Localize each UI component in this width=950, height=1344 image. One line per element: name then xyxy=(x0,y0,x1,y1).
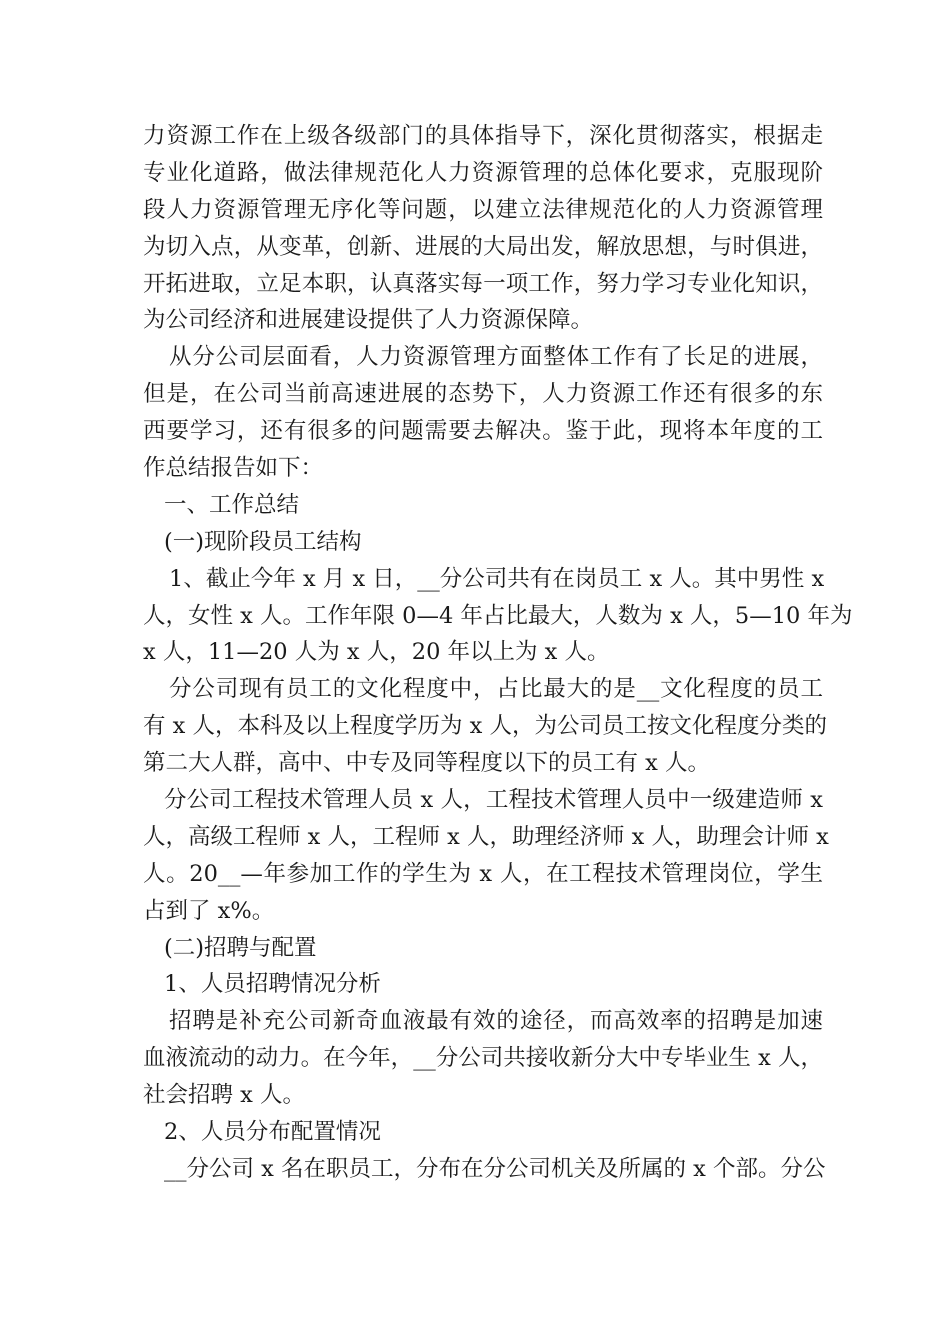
paragraph-line: 分公司工程技术管理人员 x 人，工程技术管理人员中一级建造师 x xyxy=(164,787,823,814)
paragraph-line: 开拓进取，立足本职，认真落实每一项工作，努力学习专业化知识， xyxy=(143,270,823,297)
subsection-heading: 2、人员分布配置情况 xyxy=(164,1119,381,1146)
paragraph-line: 专业化道路，做法律规范化人力资源管理的总体化要求，克服现阶 xyxy=(143,159,823,186)
subsection-heading: (二)招聘与配置 xyxy=(164,934,317,961)
paragraph-line: 血液流动的动力。在今年，__分公司共接收新分大中专毕业生 x 人， xyxy=(143,1045,823,1072)
paragraph-line: 有 x 人，本科及以上程度学历为 x 人，为公司员工按文化程度分类的 xyxy=(143,713,827,740)
paragraph-line: 西要学习，还有很多的问题需要去解决。鉴于此，现将本年度的工 xyxy=(143,418,823,445)
paragraph-line: 段人力资源管理无序化等问题，以建立法律规范化的人力资源管理 xyxy=(143,196,823,223)
paragraph-line: 从分公司层面看，人力资源管理方面整体工作有了长足的进展， xyxy=(169,344,823,371)
subsection-heading: (一)现阶段员工结构 xyxy=(164,528,362,555)
paragraph-line: 分公司现有员工的文化程度中，占比最大的是__文化程度的员工 xyxy=(169,676,823,703)
paragraph-line: 人。20__—年参加工作的学生为 x 人，在工程技术管理岗位，学生 xyxy=(143,860,823,887)
paragraph-line: 人，女性 x 人。工作年限 0—4 年占比最大，人数为 x 人，5—10 年为 xyxy=(143,602,853,629)
paragraph-line: 力资源工作在上级各级部门的具体指导下，深化贯彻落实，根据走 xyxy=(143,123,823,149)
paragraph-line: 占到了 x%。 xyxy=(143,897,275,924)
paragraph-line: 社会招聘 x 人。 xyxy=(143,1082,305,1109)
paragraph-line: 但是，在公司当前高速进展的态势下，人力资源工作还有很多的东 xyxy=(143,381,823,408)
subsection-heading: 1、人员招聘情况分析 xyxy=(164,971,381,998)
paragraph-line: 第二大人群，高中、中专及同等程度以下的员工有 x 人。 xyxy=(143,750,710,777)
section-heading: 一、工作总结 xyxy=(164,491,300,518)
paragraph-line: 人，高级工程师 x 人，工程师 x 人，助理经济师 x 人，助理会计师 x xyxy=(143,823,829,850)
paragraph-line: 作总结报告如下： xyxy=(143,455,324,482)
paragraph-line: 招聘是补充公司新奇血液最有效的途径，而高效率的招聘是加速 xyxy=(169,1008,823,1035)
paragraph-line: x 人，11—20 人为 x 人，20 年以上为 x 人。 xyxy=(143,639,610,666)
paragraph-line: 为切入点，从变革，创新、进展的大局出发，解放思想，与时俱进， xyxy=(143,233,823,260)
paragraph-line: 为公司经济和进展建设提供了人力资源保障。 xyxy=(143,307,594,334)
document-body xyxy=(143,118,853,1188)
paragraph-line: __分公司 x 名在职员工，分布在分公司机关及所属的 x 个部。分公 xyxy=(164,1155,826,1182)
paragraph-line: 1、截止今年 x 月 x 日，__分公司共有在岗员工 x 人。其中男性 x xyxy=(169,565,825,592)
